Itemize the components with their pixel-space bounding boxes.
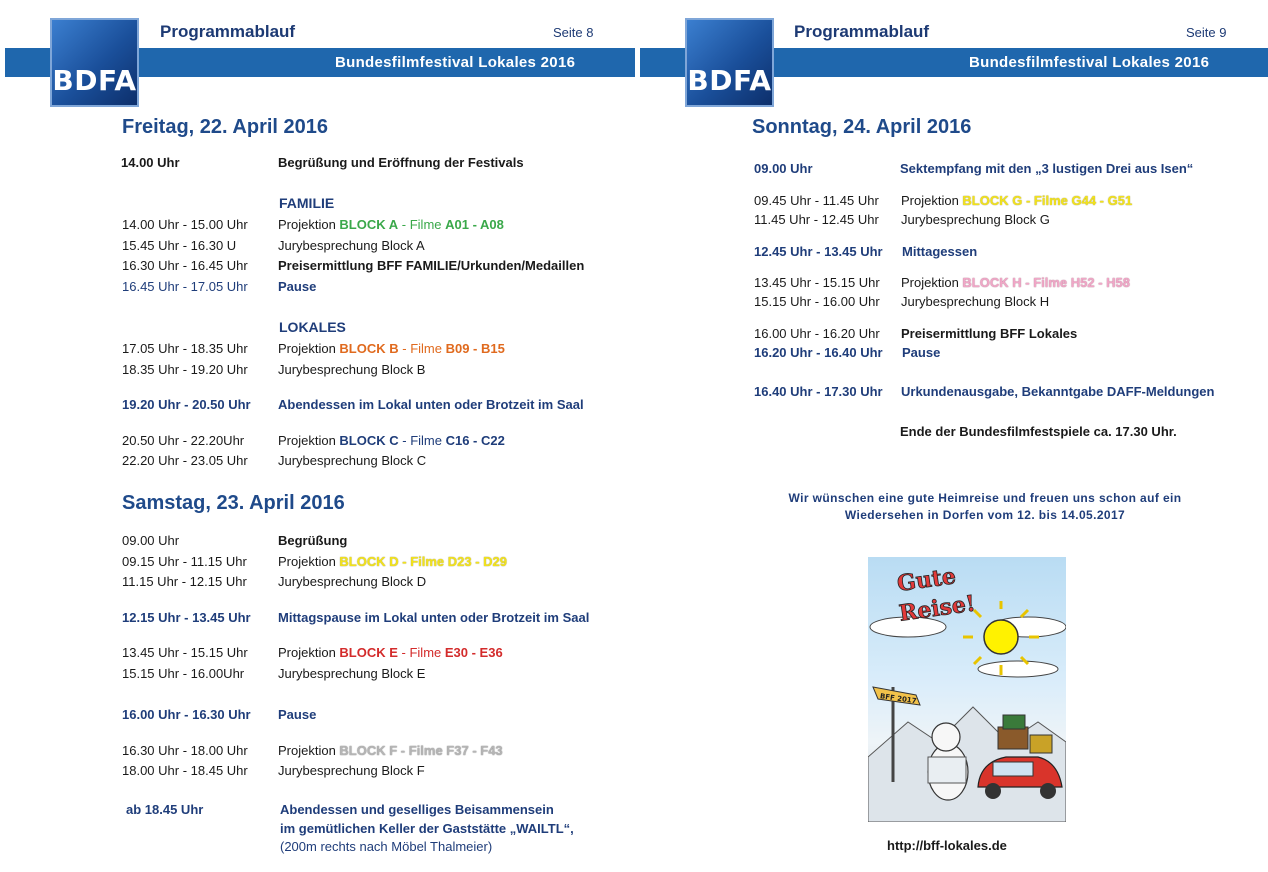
- row-text: Begrüßung und Eröffnung der Festivals: [278, 155, 524, 170]
- band-title-left: Bundesfilmfestival Lokales 2016: [335, 54, 576, 71]
- row-time: 16.00 Uhr - 16.20 Uhr: [754, 326, 880, 341]
- row-text: Projektion BLOCK E - Filme E30 - E36: [278, 645, 503, 660]
- row-time: 20.50 Uhr - 22.20Uhr: [122, 433, 245, 448]
- header-title-right: Programmablauf: [794, 22, 930, 41]
- section-lokales: LOKALES: [279, 319, 346, 335]
- row-text: Mittagessen: [902, 244, 978, 259]
- row-time: 18.35 Uhr - 19.20 Uhr: [122, 362, 248, 377]
- row-time: 16.30 Uhr - 18.00 Uhr: [122, 743, 248, 758]
- row-time: 19.20 Uhr - 20.50 Uhr: [122, 397, 251, 412]
- row-time: 14.00 Uhr: [121, 155, 180, 170]
- row-text: Jurybesprechung Block C: [278, 453, 427, 468]
- farewell-message: [760, 490, 1210, 524]
- band-title-right: Bundesfilmfestival Lokales 2016: [969, 54, 1210, 71]
- svg-text:BFF 2017: BFF 2017: [879, 692, 918, 706]
- row-text: Preisermittlung BFF Lokales: [901, 326, 1078, 341]
- day-title-saturday: Samstag, 23. April 2016: [122, 492, 345, 514]
- farewell-line-2: Wiedersehen in Dorfen vom 12. bis 14.05.2017: [844, 508, 1126, 522]
- row-text: Jurybesprechung Block B: [278, 362, 426, 377]
- row-time: 16.00 Uhr - 16.30 Uhr: [122, 707, 251, 722]
- row-text: Pause: [902, 345, 941, 360]
- bdfa-logo-right: BDFA: [685, 18, 774, 107]
- row-text: Projektion BLOCK H - Filme H52 - H58: [901, 275, 1131, 290]
- row-text: Projektion BLOCK F - Filme F37 - F43: [278, 743, 503, 758]
- row-text: Pause: [278, 707, 317, 722]
- row-text: Jurybesprechung Block G: [901, 212, 1050, 227]
- row-time: 09.00 Uhr: [754, 161, 813, 176]
- row-text: Projektion BLOCK C - Filme C16 - C22: [278, 433, 505, 448]
- svg-text:Gute: Gute: [895, 563, 958, 598]
- row-time: 14.00 Uhr - 15.00 Uhr: [122, 217, 248, 232]
- row-text: Jurybesprechung Block D: [278, 574, 427, 589]
- row-time: 12.15 Uhr - 13.45 Uhr: [122, 610, 251, 625]
- page-number-left: Seite 8: [553, 25, 594, 40]
- row-time: 11.45 Uhr - 12.45 Uhr: [754, 212, 879, 227]
- row-time: 18.00 Uhr - 18.45 Uhr: [122, 763, 248, 778]
- section-familie: FAMILIE: [279, 195, 335, 211]
- row-time: 15.15 Uhr - 16.00 Uhr: [754, 294, 880, 309]
- row-text: Sektempfang mit den „3 lustigen Drei aus Isen“: [900, 161, 1194, 176]
- row-time: 13.45 Uhr - 15.15 Uhr: [754, 275, 880, 290]
- row-text: Preisermittlung BFF FAMILIE/Urkunden/Medaillen: [278, 258, 585, 273]
- row-text: im gemütlichen Keller der Gaststätte „WAILTL“,: [280, 821, 574, 836]
- row-text: Projektion BLOCK D - Filme D23 - D29: [278, 554, 508, 569]
- row-time: 16.40 Uhr - 17.30 Uhr: [754, 384, 883, 399]
- row-text: Jurybesprechung Block E: [278, 666, 426, 681]
- row-text: Abendessen im Lokal unten oder Brotzeit im Saal: [278, 397, 584, 412]
- page-divider: [636, 48, 639, 77]
- row-time: 16.20 Uhr - 16.40 Uhr: [754, 345, 883, 360]
- row-time: 16.45 Uhr - 17.05 Uhr: [122, 279, 248, 294]
- row-time: 17.05 Uhr - 18.35 Uhr: [122, 341, 248, 356]
- row-text: Projektion BLOCK G - Filme G44 - G51: [901, 193, 1133, 208]
- row-time: 16.30 Uhr - 16.45 Uhr: [122, 258, 248, 273]
- row-text: Mittagspause im Lokal unten oder Brotzeit im Saal: [278, 610, 590, 625]
- row-text: Begrüßung: [278, 533, 348, 548]
- row-time: 09.45 Uhr - 11.45 Uhr: [754, 193, 879, 208]
- row-time: 15.15 Uhr - 16.00Uhr: [122, 666, 245, 681]
- row-text: Jurybesprechung Block F: [278, 763, 425, 778]
- row-text: Pause: [278, 279, 317, 294]
- row-time: 22.20 Uhr - 23.05 Uhr: [122, 453, 248, 468]
- website-link[interactable]: http://bff-lokales.de: [887, 838, 1007, 853]
- row-text: (200m rechts nach Möbel Thalmeier): [280, 839, 493, 854]
- row-text: Ende der Bundesfilmfestspiele ca. 17.30 Uhr.: [900, 424, 1177, 439]
- bdfa-logo-left: BDFA: [50, 18, 139, 107]
- row-text: Urkundenausgabe, Bekanntgabe DAFF-Meldungen: [901, 384, 1215, 399]
- header-title-left: Programmablauf: [160, 22, 296, 41]
- row-text: Jurybesprechung Block H: [901, 294, 1050, 309]
- row-time: 09.00 Uhr: [122, 533, 180, 548]
- row-time: 13.45 Uhr - 15.15 Uhr: [122, 645, 248, 660]
- day-title-sunday: Sonntag, 24. April 2016: [752, 116, 972, 138]
- row-time: ab 18.45 Uhr: [126, 802, 204, 817]
- row-text: Abendessen und geselliges Beisammensein: [280, 802, 554, 817]
- day-title-friday: Freitag, 22. April 2016: [122, 116, 329, 138]
- row-text: Projektion BLOCK B - Filme B09 - B15: [278, 341, 505, 356]
- row-time: 15.45 Uhr - 16.30 U: [122, 238, 237, 253]
- row-time: 11.15 Uhr - 12.15 Uhr: [122, 574, 247, 589]
- row-text: Projektion BLOCK A - Filme A01 - A08: [278, 217, 504, 232]
- row-time: 12.45 Uhr - 13.45 Uhr: [754, 244, 883, 259]
- page-number-right: Seite 9: [1186, 25, 1227, 40]
- gute-reise-cartoon: [868, 557, 1066, 822]
- farewell-line-1: Wir wünschen eine gute Heimreise und freuen uns schon auf ein: [788, 491, 1182, 505]
- row-time: 09.15 Uhr - 11.15 Uhr: [122, 554, 247, 569]
- row-text: Jurybesprechung Block A: [278, 238, 425, 253]
- svg-text:Reise!: Reise!: [897, 590, 978, 627]
